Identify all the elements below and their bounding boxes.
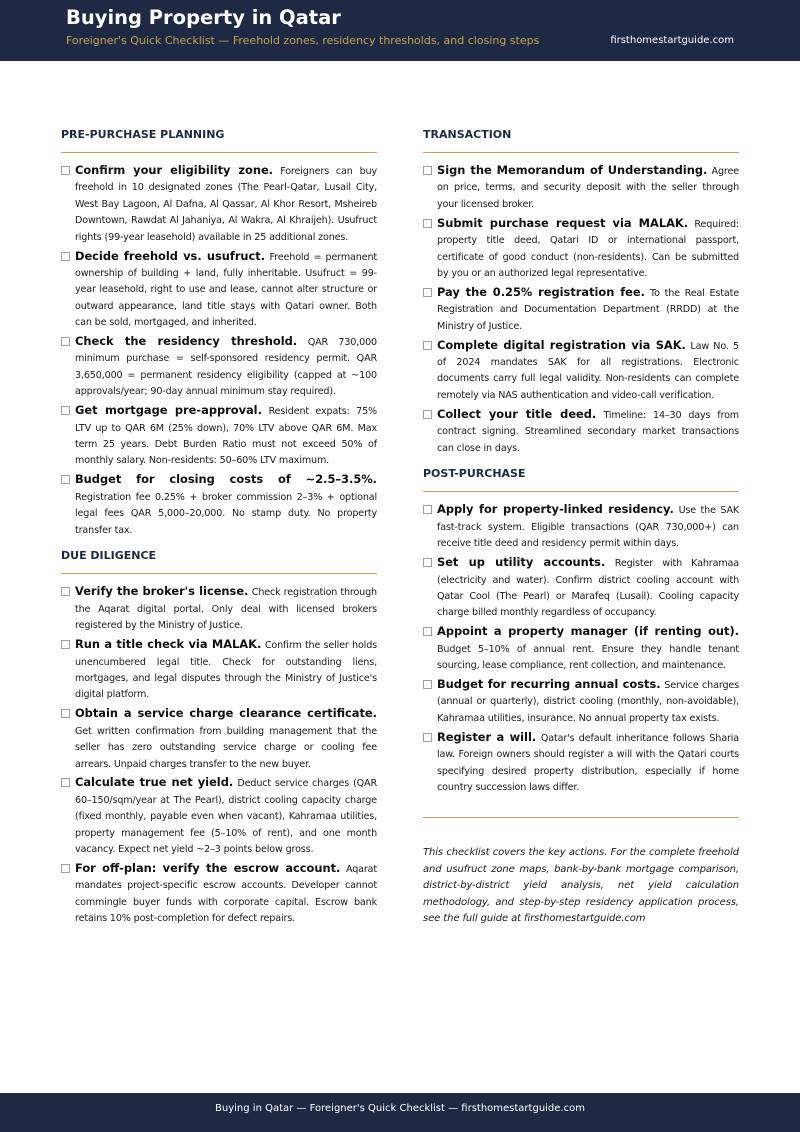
checkbox-icon[interactable] — [61, 864, 70, 873]
item-lead: Submit purchase request via MALAK. — [437, 215, 689, 230]
checkbox-icon[interactable] — [61, 587, 70, 596]
item-text: QAR 730,000 minimum purchase = self-sponsored residency permit. QAR 3,650,000 = permanent residency eligibility (capped at ~100 approvals/year; 90-day annual minimum stay required). — [75, 337, 377, 398]
section-divider — [61, 573, 377, 574]
checklist-item — [61, 636, 377, 704]
checkbox-icon[interactable] — [423, 733, 432, 742]
closing-note: This checklist covers the key actions. For the complete freehold and usufruct zone maps, bank-by-bank mortgage comparison, district-by-district yield analysis, net yield calculation methodology, and step-by-step residency application process, see the full guide at firsthomestartguide.com — [423, 847, 739, 924]
item-lead: Calculate true net yield. — [75, 775, 234, 790]
item-lead: Get mortgage pre-approval. — [75, 403, 262, 418]
item-text: Agree on price, terms, and security deposit with the seller through your licensed broker. — [437, 166, 739, 210]
section-title-post-purchase: POST-PURCHASE — [423, 467, 526, 481]
left-column — [61, 127, 377, 929]
header-site-link[interactable]: firsthomestartguide.com — [610, 35, 734, 46]
section-gap — [61, 540, 377, 548]
checklist-item — [423, 406, 739, 457]
item-lead: Set up utility accounts. — [437, 555, 606, 570]
checkbox-icon[interactable] — [61, 640, 70, 649]
checklist-item — [423, 501, 739, 552]
item-text: Confirm the seller holds unencumbered legal title. Check for outstanding liens, mortgages, and legal disputes through the Ministry of Justice's digital platform. — [75, 640, 377, 701]
section-title-pre-purchase: PRE-PURCHASE PLANNING — [61, 128, 225, 141]
section-title-due-diligence: DUE DILIGENCE — [61, 549, 157, 563]
checkbox-icon[interactable] — [423, 558, 432, 567]
item-lead: For off-plan: verify the escrow account. — [75, 860, 341, 875]
checkbox-icon[interactable] — [423, 505, 432, 514]
checklist-item — [423, 676, 739, 727]
checkbox-icon[interactable] — [423, 410, 432, 419]
item-text: Deduct service charges (QAR 60–150/sqm/year at The Pearl), district cooling capacity charge (fixed monthly, payable even when vacant), Kahramaa utilities, property management fee (5–10% of rent), and one month vacancy. Expect net yield ~2–3 points below gross. — [75, 778, 377, 856]
checklist-item — [61, 774, 377, 858]
checkbox-icon[interactable] — [61, 709, 70, 718]
checkbox-icon[interactable] — [423, 341, 432, 350]
item-text: Law No. 5 of 2024 mandates SAK for all registrations. Electronic documents carry full legal validity. Non-residents can complete remotely via NAS authentication and video-call verification. — [437, 340, 739, 401]
item-lead: Check the residency threshold. — [75, 334, 298, 349]
item-lead: Budget for recurring annual costs. — [437, 676, 661, 691]
checklist-item — [423, 337, 739, 405]
checklist-item — [423, 215, 739, 283]
item-text: Register with Kahramaa (electricity and water). Confirm district cooling account with Qatar Cool (The Pearl) or Marafeq (Lusail). Cooling capacity charge billed monthly regardless of occupancy. — [437, 558, 739, 619]
item-text: Freehold = permanent ownership of building + land, fully inheritable. Usufruct = 99-year leasehold, right to use and lease, cannot alter structure or outward appearance, land title stays with Qatari owner. Both can be sold, mortgaged, and inherited. — [75, 251, 377, 329]
item-lead: Appoint a property manager (if renting out). — [437, 624, 739, 639]
item-text: Timeline: 14–30 days from contract signing. Streamlined secondary market transactions can close in days. — [437, 409, 739, 454]
checklist-item — [61, 471, 377, 539]
checkbox-icon[interactable] — [61, 406, 70, 415]
item-text: Budget 5–10% of annual rent. Ensure they handle tenant sourcing, lease compliance, rent collection, and maintenance. — [437, 643, 739, 672]
section-divider — [61, 152, 377, 153]
item-lead: Collect your title deed. — [437, 406, 597, 421]
page-header — [0, 0, 800, 61]
section-divider — [423, 491, 739, 492]
page-title: Buying Property in Qatar — [66, 6, 341, 29]
item-text: Required: property title deed, Qatari ID or international passport, certificate of good conduct (non-residents). Can be submitted by you or an authorized legal representative. — [437, 218, 739, 279]
checkbox-icon[interactable] — [423, 219, 432, 228]
item-lead: Pay the 0.25% registration fee. — [437, 284, 645, 299]
item-lead: Confirm your eligibility zone. — [75, 163, 274, 177]
item-lead: Apply for property-linked residency. — [437, 502, 674, 517]
checklist-item — [423, 623, 739, 674]
checklist-item — [61, 333, 377, 401]
section-divider — [423, 152, 739, 153]
checkbox-icon[interactable] — [61, 166, 70, 175]
item-text: Foreigners can buy freehold in 10 designated zones (The Pearl-Qatar, Lusail City, West Bay Lagoon, Al Dafna, Al Qassar, Al Khor Resort, Msheireb Downtown, Rawdat Al Jahaniya, Al Wakra, Al Khraijeh). Usufruct rights (99-year leasehold) available in 25 additional zones. — [75, 166, 378, 243]
item-lead: Decide freehold vs. usufruct. — [75, 248, 266, 263]
checkbox-icon[interactable] — [423, 680, 432, 689]
right-column — [423, 127, 739, 927]
item-lead: Obtain a service charge clearance certificate. — [75, 706, 377, 721]
checklist-item — [61, 402, 377, 470]
checkbox-icon[interactable] — [423, 627, 432, 636]
checkbox-icon[interactable] — [423, 288, 432, 297]
checklist-item — [61, 583, 377, 634]
checkbox-icon[interactable] — [61, 252, 70, 261]
item-text: Aqarat mandates project-specific escrow accounts. Developer cannot commingle buyer funds with corporate capital. Escrow bank retains 10% post-completion for defect repairs. — [75, 863, 378, 925]
checklist-item — [423, 554, 739, 622]
checklist-item — [61, 860, 377, 928]
page-footer — [0, 1093, 800, 1132]
checklist-item — [423, 284, 739, 335]
checkbox-icon[interactable] — [61, 778, 70, 787]
item-text: Get written confirmation from building management that the seller has zero outstanding service charge or cooling fee arrears. Unpaid charges transfer to the new buyer. — [75, 725, 377, 770]
item-text: Registration fee 0.25% + broker commission 2–3% + optional legal fees QAR 5,000–20,000. No stamp duty. No property transfer tax. — [75, 491, 377, 536]
item-lead: Complete digital registration via SAK. — [437, 337, 686, 352]
checkbox-icon[interactable] — [423, 166, 432, 175]
item-text: To the Real Estate Registration and Documentation Department (RRDD) at the Ministry of Justice. — [437, 287, 739, 332]
item-text: Qatar's default inheritance follows Sharia law. Foreign owners should register a will with the Qatari courts specifying desired property distribution, especially if home country succession laws differ. — [437, 732, 740, 793]
checkbox-icon[interactable] — [61, 475, 70, 484]
section-title-transaction: TRANSACTION — [423, 128, 512, 141]
item-lead: Register a will. — [437, 729, 537, 744]
item-lead: Sign the Memorandum of Understanding. — [437, 163, 708, 177]
section-gap — [423, 458, 739, 466]
item-text: Use the SAK fast-track system. Eligible transactions (QAR 730,000+) can receive title deed and residency permit within days. — [437, 505, 739, 550]
checklist-item — [61, 705, 377, 773]
item-lead: Run a title check via MALAK. — [75, 637, 262, 652]
page-subtitle: Foreigner's Quick Checklist — Freehold zones, residency thresholds, and closing steps — [66, 34, 540, 47]
checklist-item — [423, 729, 739, 797]
closing-divider — [423, 817, 739, 818]
checklist-item — [61, 248, 377, 332]
item-text: Resident expats: 75% LTV up to QAR 6M (25% down), 70% LTV above QAR 6M. Max term 25 years. Debt Burden Ratio must not exceed 50% of monthly salary. Non-residents: 50–60% LTV maximum. — [75, 406, 377, 467]
item-text: Service charges (annual or quarterly), district cooling (monthly, non-avoidable), Kahramaa utilities, insurance. No annual property tax exists. — [437, 679, 739, 724]
item-lead: Budget for closing costs of ~2.5–3.5%. — [75, 472, 377, 487]
checklist-item — [423, 162, 739, 213]
footer-text: Buying in Qatar — Foreigner's Quick Checklist — firsthomestartguide.com — [215, 1103, 585, 1114]
checklist-item — [61, 162, 377, 246]
item-text: Check registration through the Aqarat digital portal. Only deal with licensed brokers registered by the Ministry of Justice. — [75, 587, 377, 632]
checkbox-icon[interactable] — [61, 337, 70, 346]
item-lead: Verify the broker's license. — [75, 584, 249, 599]
